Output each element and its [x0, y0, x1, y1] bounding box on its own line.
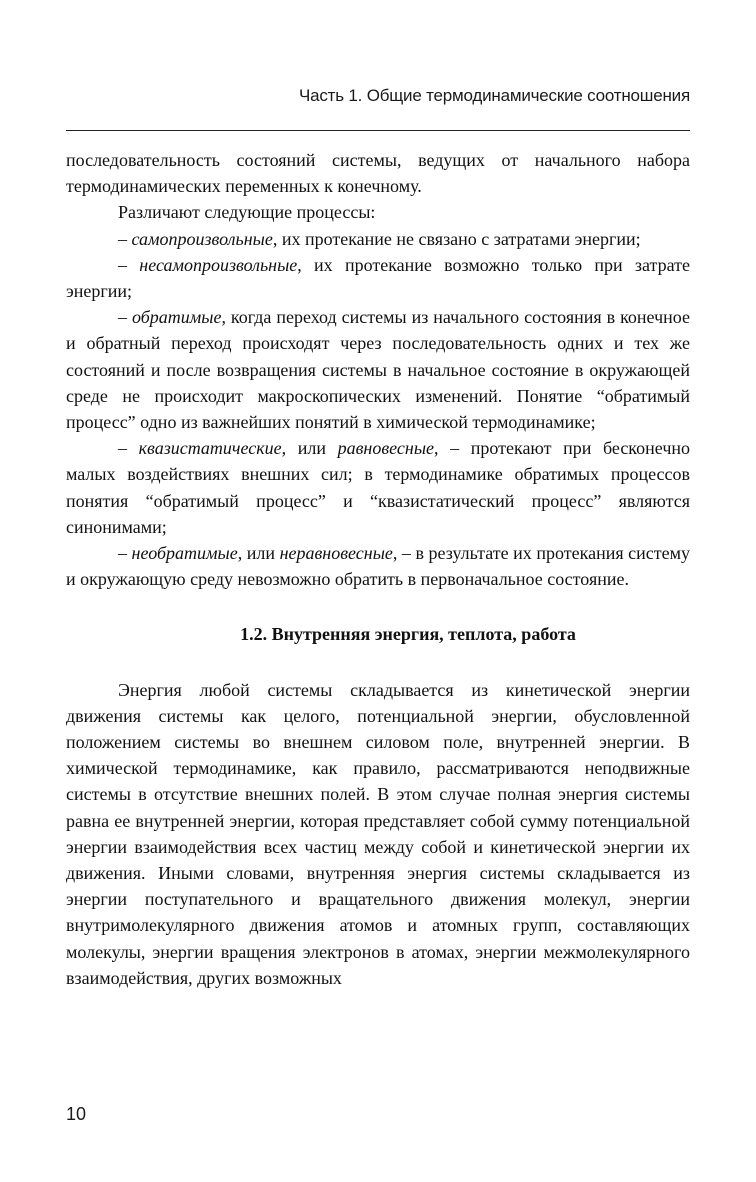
dash: –: [118, 307, 132, 328]
page-number: 10: [66, 1104, 87, 1124]
list-text: , – в результате их протекания систему и окружающую среду невозможно обратить в первоначальное состояние.: [66, 543, 691, 590]
section-heading: 1.2. Внутренняя энергия, теплота, работа: [240, 624, 576, 645]
list-item-irreversible: [66, 540, 690, 592]
list-item-reversible: [66, 304, 690, 435]
term-nonspontaneous: несамопроизвольные: [139, 254, 298, 275]
list-text: , их протекание возможно только при затрате энергии;: [66, 254, 691, 302]
list-item-nonspontaneous: [66, 252, 690, 304]
term-quasistatic: квазистатические: [138, 438, 282, 459]
term-reversible: обратимые: [131, 307, 222, 328]
page-body: [66, 147, 690, 991]
term-nonequilibrium: неравновесные: [279, 543, 393, 564]
header-rule: [66, 130, 690, 131]
list-text: , – протекают при бесконечно малых воздействиях внешних сил; в термодинамике обратимых процессов понятия “обратимый процесс” и “квазистатический процесс” являются синонимами;: [66, 438, 690, 537]
paragraph-intro: Различают следующие процессы:: [118, 202, 376, 223]
term-irreversible: необратимые: [131, 543, 238, 564]
list-text: , их протекание не связано с затратами энергии;: [272, 228, 641, 249]
dash: –: [118, 543, 132, 564]
paragraph-energy: Энергия любой системы складывается из кинетической энергии движения системы как целого, потенциальной энергии, обусловленной положением системы во внешнем силовом поле, внутренней энергии. В химической термодинамике, как правило, рассматриваются неподвижные системы в отсутствие внешних полей. В этом случае полная энергия системы равна ее внутренней энергии, которая представляет собой сумму потенциальной энергии взаимодействия всех частиц между собой и кинетической энергии их движения. Иными словами, внутренняя энергия системы складывается из энергии поступательного и вращательного движения молекул, энергии внутримолекулярного движения атомов и атомных групп, составляющих молекулы, энергии вращения электронов в атомах, энергии межмолекулярного взаимодействия, других возможных: [66, 679, 690, 988]
dash: –: [118, 254, 140, 275]
list-item-spontaneous: [66, 226, 690, 252]
running-head: Часть 1. Общие термодинамические соотношения: [298, 86, 690, 105]
dash: –: [118, 438, 139, 459]
dash: –: [118, 228, 132, 249]
paragraph-continuation: последовательность состояний системы, ведущих от начального набора термодинамических переменных к конечному.: [66, 150, 690, 197]
term-equilibrium: равновесные: [337, 438, 435, 459]
list-text: , когда переход системы из начального состояния в конечное и обратный переход происходят через последовательность одних и тех же состояний и после возвращения системы в начальное состояние в окружающей среде не происходит макроскопических изменений. Понятие “обратимый процесс” одно из важнейших понятий в химической термодинамике;: [66, 307, 690, 433]
term-spontaneous: самопроизвольные: [131, 228, 273, 249]
list-item-quasistatic: [66, 435, 690, 540]
list-conjunction: , или: [281, 438, 338, 459]
list-conjunction: , или: [237, 543, 280, 564]
